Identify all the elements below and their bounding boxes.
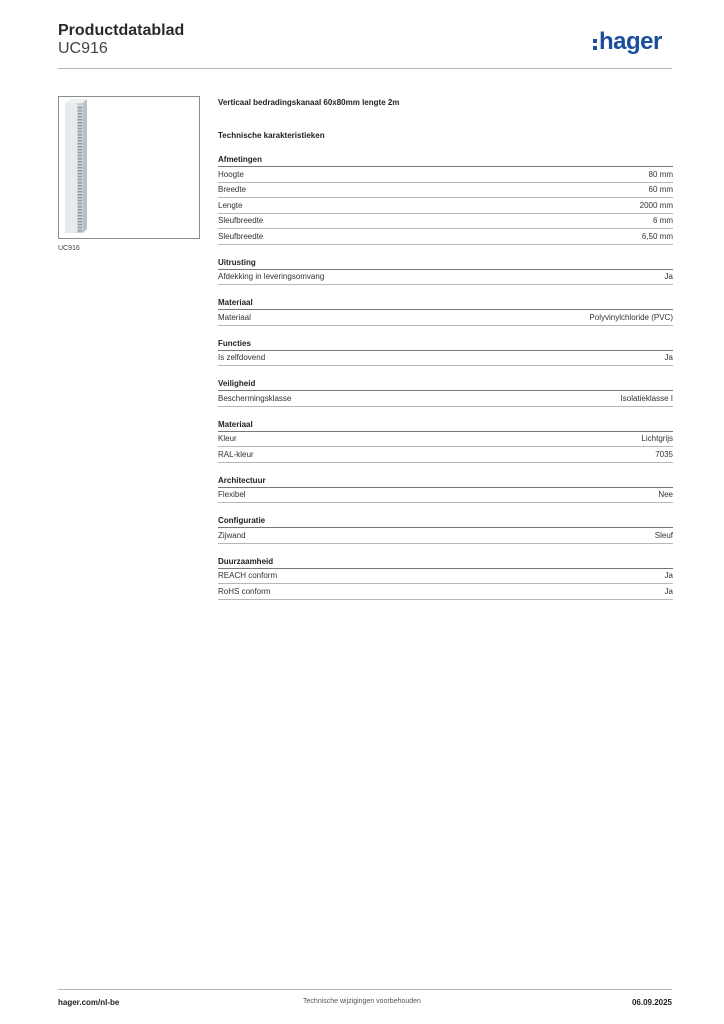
cable-duct-image	[59, 97, 199, 238]
section-title: Veiligheid	[218, 377, 673, 391]
spec-value: Ja	[664, 571, 673, 581]
spec-value: Lichtgrijs	[641, 434, 673, 444]
spec-label: Afdekking in leveringsomvang	[218, 272, 325, 282]
product-title: Verticaal bedradingskanaal 60x80mm lengte 2m	[218, 98, 400, 107]
spec-section	[218, 153, 673, 245]
spec-row	[218, 351, 673, 367]
spec-row	[218, 569, 673, 585]
spec-row	[218, 198, 673, 214]
footer-disclaimer: Technische wijzigingen voorbehouden	[303, 998, 421, 1005]
spec-value: Nee	[658, 490, 673, 500]
spec-value: 80 mm	[648, 169, 673, 179]
spec-label: Sleufbreedte	[218, 216, 264, 226]
spec-row	[218, 391, 673, 407]
spec-label: Kleur	[218, 434, 237, 444]
logo-text: hager	[599, 28, 662, 55]
spec-section	[218, 474, 673, 504]
spec-row	[218, 270, 673, 286]
logo-dots-icon	[593, 39, 597, 50]
spec-sections	[218, 153, 673, 600]
spec-section	[218, 256, 673, 286]
spec-value: Isolatieklasse I	[620, 393, 673, 403]
spec-label: Is zelfdovend	[218, 353, 266, 363]
technical-characteristics-heading: Technische karakteristieken	[218, 131, 325, 140]
section-title: Architectuur	[218, 474, 673, 488]
spec-label: REACH conform	[218, 571, 278, 581]
spec-value: Ja	[664, 353, 673, 363]
section-title: Configuratie	[218, 514, 673, 528]
spec-value: 2000 mm	[639, 200, 673, 210]
spec-section	[218, 555, 673, 600]
spec-row	[218, 167, 673, 183]
spec-value: Ja	[664, 586, 673, 596]
spec-value: Ja	[664, 272, 673, 282]
spec-row	[218, 183, 673, 199]
spec-section	[218, 296, 673, 326]
spec-value: 7035	[655, 449, 673, 459]
image-caption: UC916	[58, 245, 80, 252]
section-title: Duurzaamheid	[218, 555, 673, 569]
section-title: Materiaal	[218, 418, 673, 432]
section-title: Uitrusting	[218, 256, 673, 270]
spec-section	[218, 514, 673, 544]
footer-date: 06.09.2025	[631, 998, 672, 1007]
spec-row	[218, 584, 673, 600]
spec-label: Lengte	[218, 200, 243, 210]
spec-row	[218, 432, 673, 448]
header-divider	[58, 68, 672, 69]
spec-value: Sleuf	[654, 530, 673, 540]
spec-label: RAL-kleur	[218, 449, 254, 459]
footer-website-link[interactable]: hager.com/nl-be	[58, 998, 120, 1007]
section-title: Afmetingen	[218, 153, 673, 167]
product-image	[58, 96, 200, 239]
spec-label: RoHS conform	[218, 586, 271, 596]
spec-label: Breedte	[218, 185, 247, 195]
spec-section	[218, 418, 673, 463]
spec-row	[218, 528, 673, 544]
spec-label: Zijwand	[218, 530, 246, 540]
spec-value: Polyvinylchloride (PVC)	[589, 312, 673, 322]
spec-row	[218, 214, 673, 230]
spec-label: Sleufbreedte	[218, 231, 264, 241]
spec-label: Flexibel	[218, 490, 246, 500]
spec-row	[218, 229, 673, 245]
spec-section	[218, 337, 673, 367]
product-details	[218, 96, 673, 611]
section-title: Functies	[218, 337, 673, 351]
section-title: Materiaal	[218, 296, 673, 310]
spec-label: Materiaal	[218, 312, 251, 322]
page-title: Productdatablad	[58, 22, 185, 39]
product-code: UC916	[58, 40, 108, 57]
footer-divider	[58, 989, 672, 990]
spec-value: 60 mm	[648, 185, 673, 195]
spec-section	[218, 377, 673, 407]
spec-row	[218, 447, 673, 463]
hager-logo[interactable]	[593, 28, 662, 56]
spec-row	[218, 488, 673, 504]
spec-value: 6 mm	[653, 216, 673, 226]
spec-row	[218, 310, 673, 326]
spec-value: 6,50 mm	[641, 231, 673, 241]
spec-label: Beschermingsklasse	[218, 393, 292, 403]
spec-label: Hoogte	[218, 169, 244, 179]
